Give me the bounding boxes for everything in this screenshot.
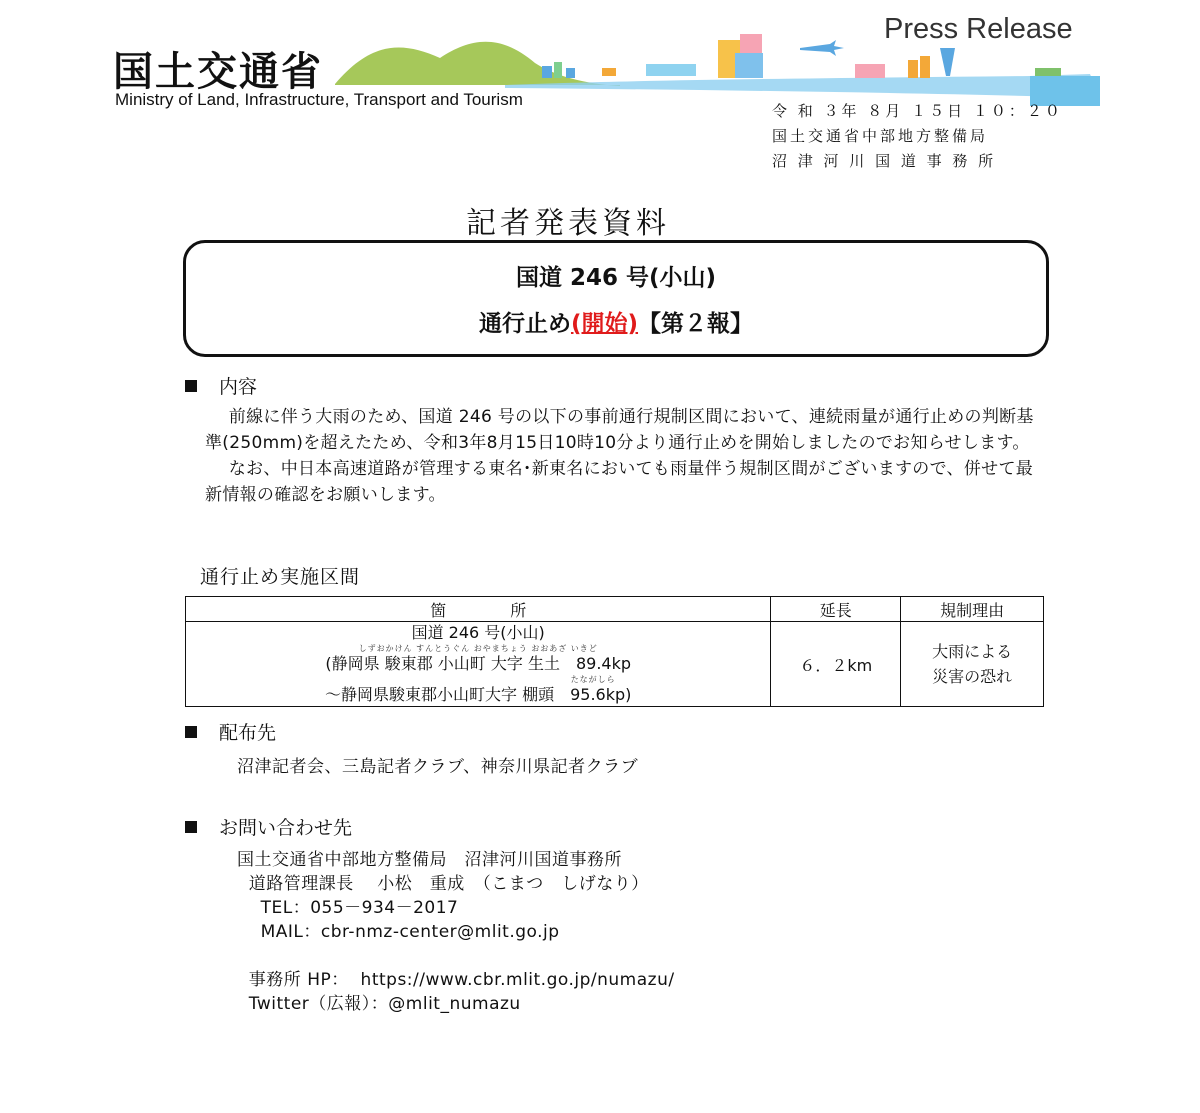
reason-cell bbox=[901, 622, 1044, 707]
table-row bbox=[186, 622, 1044, 707]
headline-status bbox=[186, 305, 1046, 338]
office-homepage-link[interactable]: 事務所 HP： https://www.cbr.mlit.go.jp/numazu/ bbox=[237, 970, 675, 990]
content-heading-label: 内容 bbox=[219, 376, 258, 398]
issuer-office: 沼 津 河 川 国 道 事 務 所 bbox=[772, 152, 997, 170]
location-start: (静岡県 駿東郡 小山町 大字 生土 89.4kp bbox=[325, 654, 632, 673]
table-header-length: 延長 bbox=[771, 597, 901, 622]
content-paragraph-1: 前線に伴う大雨のため、国道 246 号の以下の事前通行規制区間において、連続雨量が通行止めの判断基準(250mm)を超えたため、令和3年8月15日10時10分より通行止めを開始しましたのでお知らせします。 bbox=[205, 407, 1034, 453]
content-paragraph-2: なお、中日本高速道路が管理する東名･新東名においても雨量伴う規制区間がございますので、併せて最新情報の確認をお願いします。 bbox=[205, 459, 1034, 505]
closure-section-title: 通行止め実施区間 bbox=[200, 566, 361, 588]
headline-box bbox=[183, 240, 1049, 357]
closure-section-table bbox=[185, 596, 1044, 707]
contact-heading-label: お問い合わせ先 bbox=[219, 817, 353, 839]
table-header-reason: 規制理由 bbox=[901, 597, 1044, 622]
location-route: 国道 246 号(小山) bbox=[411, 623, 545, 642]
bullet-square-icon bbox=[185, 726, 197, 738]
ministry-logo-japanese: 国土交通省 bbox=[113, 49, 323, 95]
reason-line-2: 災害の恐れ bbox=[932, 667, 1013, 686]
bullet-square-icon bbox=[185, 821, 197, 833]
release-meta bbox=[772, 99, 1063, 174]
content-heading bbox=[185, 372, 257, 399]
location-ruby-start: しずおかけん すんとうぐん おやまちょう おおあざ いきど bbox=[358, 644, 598, 653]
release-datetime: 令 和 ３年 ８月 １５日 １０：２０ bbox=[772, 102, 1063, 120]
location-end: ～静岡県駿東郡小山町大字 棚頭 95.6kp) bbox=[325, 685, 632, 704]
distribution-heading-label: 配布先 bbox=[219, 722, 277, 744]
length-cell: ６．２km bbox=[771, 622, 901, 707]
issuer-bureau: 国土交通省中部地方整備局 bbox=[772, 127, 989, 145]
headline-closure-label: 通行止め bbox=[478, 311, 571, 337]
twitter-link[interactable]: Twitter（広報）：@mlit_numazu bbox=[237, 994, 521, 1014]
reason-line-1: 大雨による bbox=[932, 642, 1013, 661]
document-title: 記者発表資料 bbox=[466, 206, 670, 241]
contact-heading bbox=[185, 813, 352, 840]
location-ruby-end: たながしら bbox=[570, 675, 616, 684]
table-header-location: 箇 所 bbox=[186, 597, 771, 622]
contact-tel: TEL：055－934－2017 bbox=[237, 898, 459, 918]
distribution-heading bbox=[185, 718, 276, 745]
press-release-label: Press Release bbox=[884, 13, 1073, 45]
headline-route: 国道 246 号(小山) bbox=[515, 265, 717, 291]
location-cell bbox=[186, 622, 771, 707]
contact-email-link[interactable]: MAIL：cbr-nmz-center@mlit.go.jp bbox=[237, 922, 560, 942]
content-body bbox=[205, 404, 1035, 508]
headline-start-label: (開始) bbox=[570, 311, 639, 337]
bullet-square-icon bbox=[185, 380, 197, 392]
headline-report-number: 【第２報】 bbox=[638, 311, 754, 337]
contact-block bbox=[237, 848, 675, 1016]
ministry-logo-english: Ministry of Land, Infrastructure, Transport and Tourism bbox=[115, 90, 523, 109]
distribution-list: 沼津記者会、三島記者クラブ、神奈川県記者クラブ bbox=[237, 757, 639, 777]
contact-organization: 国土交通省中部地方整備局 沼津河川国道事務所 bbox=[237, 850, 622, 870]
contact-person: 道路管理課長 小松 重成 （こまつ しげなり） bbox=[237, 874, 649, 894]
